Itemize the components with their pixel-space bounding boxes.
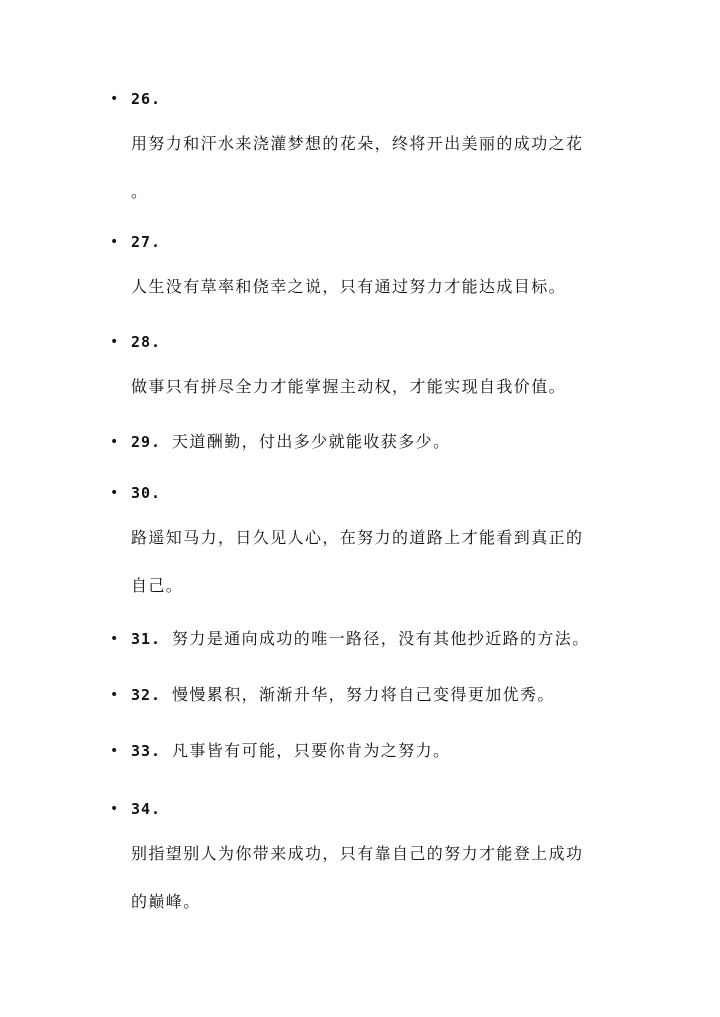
item-text-line: 人生没有草率和侥幸之说，只有通过努力才能达成目标。 [131,277,567,296]
item-text-line: 。 [131,182,149,201]
bullet: • [110,485,119,501]
item-text-line: 的巅峰。 [131,892,201,911]
bullet: • [110,91,119,107]
item-text [131,120,621,216]
item-number: 27. [131,233,162,251]
item-number: 34. [131,800,162,818]
item-number: 26. [131,90,162,108]
bullet: • [110,743,119,759]
item-number: 28. [131,333,162,351]
item-number: 32. [131,686,162,704]
item-text [131,830,621,926]
item-number: 33. [131,742,162,760]
bullet: • [110,434,119,450]
bullet: • [110,801,119,817]
item-text: 努力是通向成功的唯一路径，没有其他抄近路的方法。 [172,629,590,648]
item-text [131,514,621,610]
bullet: • [110,234,119,250]
item-text-line: 自己。 [131,576,184,595]
bullet: • [110,334,119,350]
bullet: • [110,631,119,647]
item-text [131,263,621,311]
item-text-line: 用努力和汗水来浇灌梦想的花朵，终将开出美丽的成功之花 [131,134,584,153]
item-number: 30. [131,484,162,502]
item-text: 凡事皆有可能，只要你肯为之努力。 [172,741,451,760]
item-text-line: 路遥知马力，日久见人心，在努力的道路上才能看到真正的 [131,528,584,547]
item-text: 慢慢累积，渐渐升华，努力将自己变得更加优秀。 [172,685,555,704]
item-text-line: 别指望别人为你带来成功，只有靠自己的努力才能登上成功 [131,844,584,863]
item-text [131,363,621,411]
item-number: 31. [131,630,162,648]
item-number: 29. [131,433,162,451]
item-text-line: 做事只有拼尽全力才能掌握主动权，才能实现自我价值。 [131,377,567,396]
bullet: • [110,687,119,703]
item-text: 天道酬勤，付出多少就能收获多少。 [172,432,451,451]
